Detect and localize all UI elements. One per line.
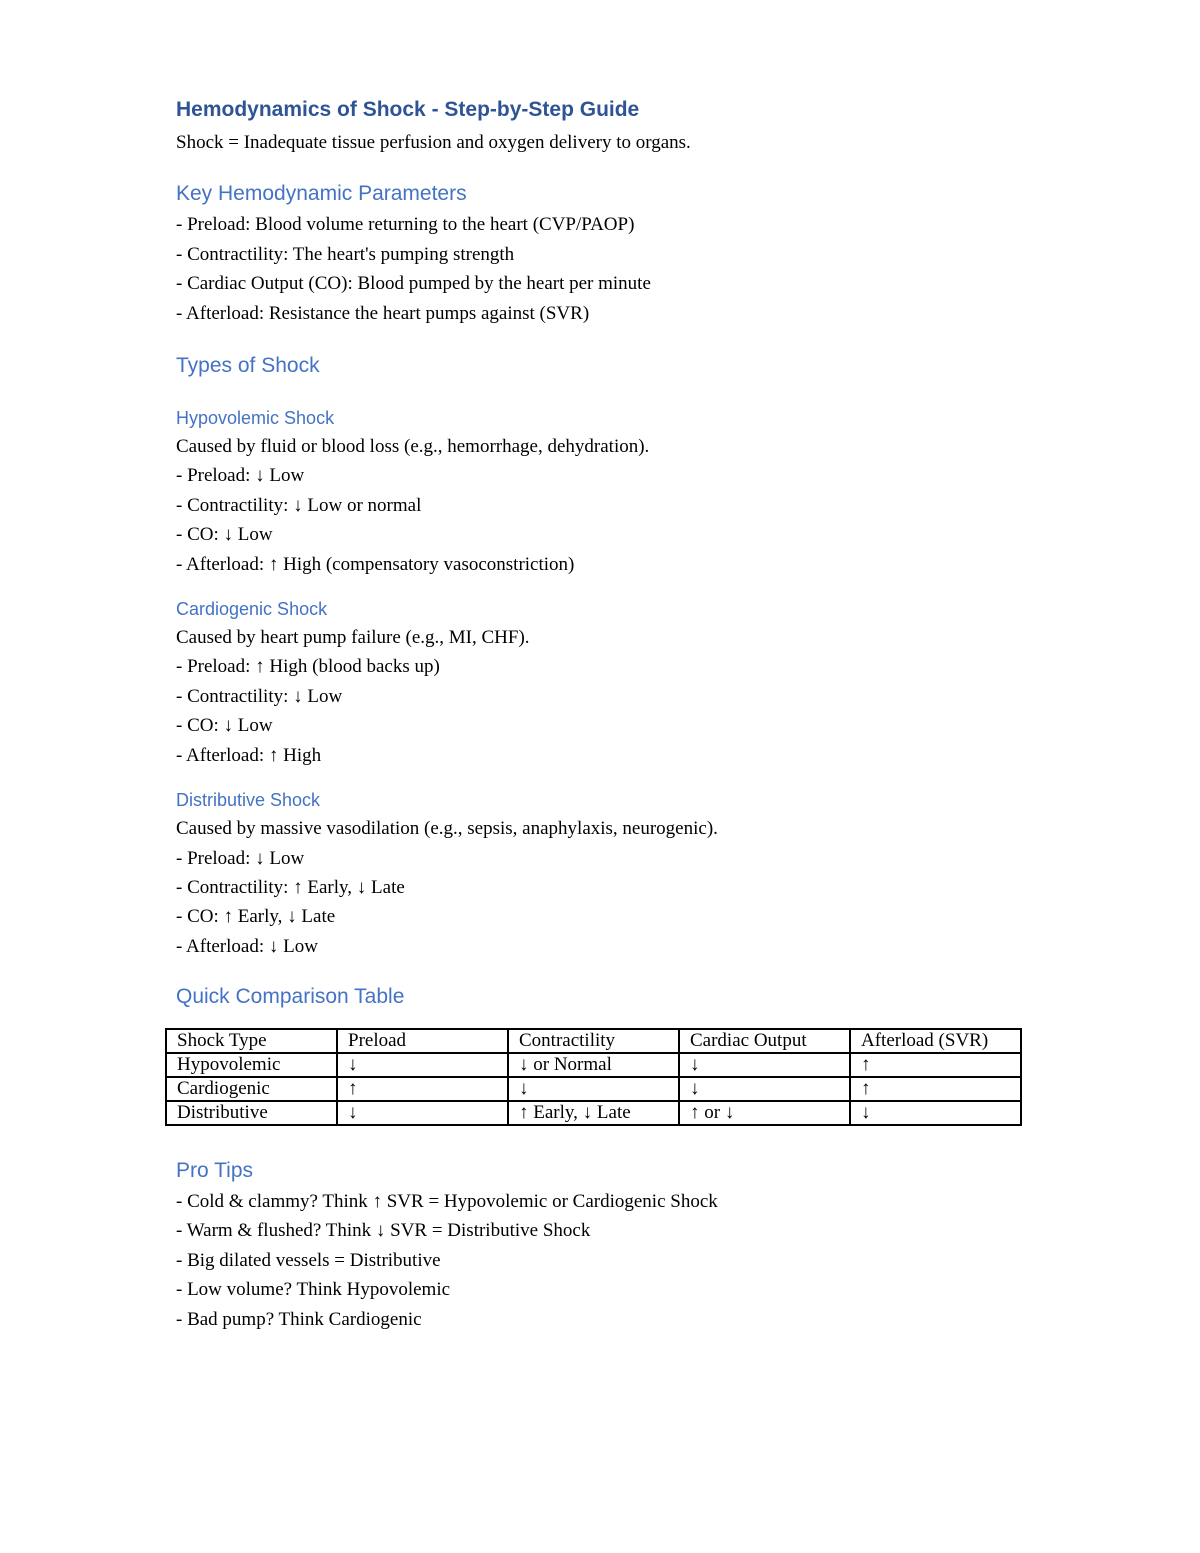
table-header-cell: Preload: [337, 1029, 508, 1053]
hypovolemic-item: - Afterload: ↑ High (compensatory vasoconstriction): [176, 553, 575, 575]
tip-item: - Warm & flushed? Think ↓ SVR = Distributive Shock: [176, 1220, 591, 1242]
tip-item: - Big dilated vessels = Distributive: [176, 1249, 441, 1271]
types-heading: Types of Shock: [176, 354, 320, 378]
table-cell: ↓: [679, 1077, 850, 1101]
table-cell: ↓: [337, 1053, 508, 1077]
document-title: Hemodynamics of Shock - Step-by-Step Guide: [176, 98, 640, 121]
table-cell: ↓: [337, 1101, 508, 1125]
key-parameter-item: - Contractility: The heart's pumping strength: [176, 243, 515, 265]
table-row: [166, 1101, 1021, 1125]
hypovolemic-cause: Caused by fluid or blood loss (e.g., hemorrhage, dehydration).: [176, 436, 650, 458]
tips-heading: Pro Tips: [176, 1159, 254, 1182]
cardiogenic-heading: Cardiogenic Shock: [176, 599, 328, 620]
table-cell: ↓ or Normal: [508, 1053, 679, 1077]
table-row: [166, 1077, 1021, 1101]
table-header-cell: Contractility: [508, 1029, 679, 1053]
table-header-row: [166, 1029, 1021, 1053]
distributive-item: - Afterload: ↓ Low: [176, 935, 318, 957]
distributive-heading: Distributive Shock: [176, 790, 321, 811]
hypovolemic-item: - Preload: ↓ Low: [176, 465, 305, 487]
table-header-cell: Afterload (SVR): [850, 1029, 1021, 1053]
cardiogenic-item: - Afterload: ↑ High: [176, 744, 322, 766]
table-cell: ↑ or ↓: [679, 1101, 850, 1125]
distributive-item: - CO: ↑ Early, ↓ Late: [176, 906, 336, 928]
table-cell: ↑ Early, ↓ Late: [508, 1101, 679, 1125]
hypovolemic-item: - CO: ↓ Low: [176, 524, 273, 546]
table-header-cell: Cardiac Output: [679, 1029, 850, 1053]
table-cell: ↓: [508, 1077, 679, 1101]
distributive-item: - Contractility: ↑ Early, ↓ Late: [176, 876, 405, 898]
comparison-table: [165, 1028, 1022, 1126]
cardiogenic-item: - CO: ↓ Low: [176, 715, 273, 737]
tip-item: - Low volume? Think Hypovolemic: [176, 1279, 451, 1301]
tip-item: - Cold & clammy? Think ↑ SVR = Hypovolemic or Cardiogenic Shock: [176, 1191, 718, 1212]
hypovolemic-item: - Contractility: ↓ Low or normal: [176, 494, 422, 516]
table-cell: ↓: [850, 1101, 1021, 1125]
tips-section: [176, 1155, 1036, 1334]
comparison-heading: Quick Comparison Table: [176, 985, 405, 1009]
table-cell: ↑: [337, 1077, 508, 1101]
key-parameters-heading: Key Hemodynamic Parameters: [176, 182, 467, 206]
distributive-item: - Preload: ↓ Low: [176, 847, 305, 869]
key-parameter-item: - Cardiac Output (CO): Blood pumped by the heart per minute: [176, 273, 651, 295]
cardiogenic-item: - Contractility: ↓ Low: [176, 685, 343, 707]
table-cell: ↑: [850, 1053, 1021, 1077]
key-parameter-item: - Afterload: Resistance the heart pumps against (SVR): [176, 302, 590, 324]
table-row: [166, 1053, 1021, 1077]
table-cell: ↓: [679, 1053, 850, 1077]
distributive-cause: Caused by massive vasodilation (e.g., sepsis, anaphylaxis, neurogenic).: [176, 818, 718, 840]
intro-text: Shock = Inadequate tissue perfusion and oxygen delivery to organs.: [176, 132, 691, 153]
document-page: [176, 92, 1036, 1330]
table-cell: ↑: [850, 1077, 1021, 1101]
key-parameter-item: - Preload: Blood volume returning to the heart (CVP/PAOP): [176, 214, 635, 236]
table-cell: Hypovolemic: [166, 1053, 337, 1077]
table-cell: Cardiogenic: [166, 1077, 337, 1101]
table-header-cell: Shock Type: [166, 1029, 337, 1053]
tip-item: - Bad pump? Think Cardiogenic: [176, 1308, 422, 1330]
cardiogenic-item: - Preload: ↑ High (blood backs up): [176, 656, 440, 678]
table-cell: Distributive: [166, 1101, 337, 1125]
cardiogenic-cause: Caused by heart pump failure (e.g., MI, CHF).: [176, 627, 530, 649]
hypovolemic-heading: Hypovolemic Shock: [176, 408, 335, 429]
